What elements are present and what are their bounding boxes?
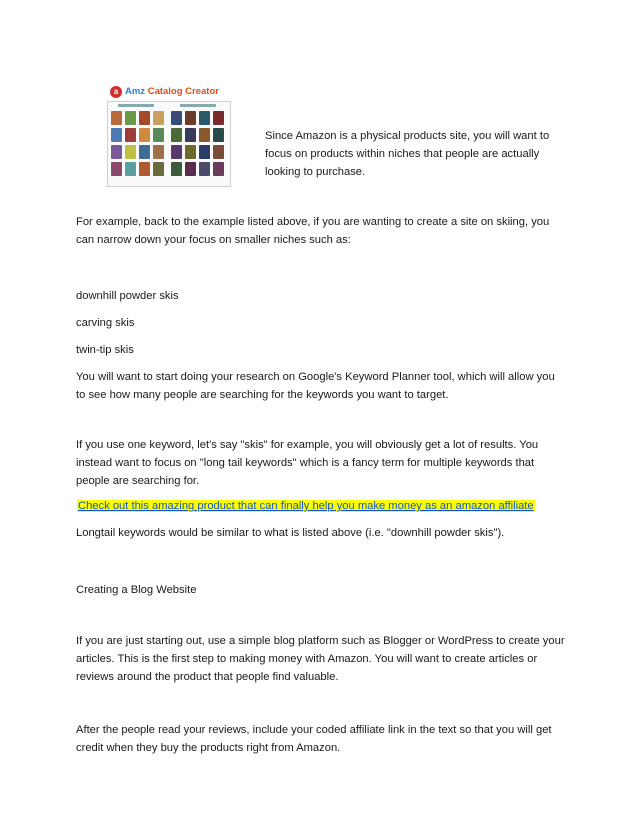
product-thumbnail xyxy=(185,162,196,176)
niche-item: carving skis xyxy=(76,317,135,329)
promo-header xyxy=(110,86,230,100)
product-thumbnail xyxy=(185,145,196,159)
product-thumbnail xyxy=(213,145,224,159)
keyword-planner-paragraph: You will want to start doing your research on Google's Keyword Planner tool, which will allow you to see how many people are searching for the keywords you want to target. xyxy=(76,371,555,401)
product-thumbnail xyxy=(111,128,122,142)
product-thumbnail xyxy=(125,111,136,125)
product-thumbnail xyxy=(199,145,210,159)
promo-screenshot xyxy=(107,101,231,187)
one-keyword-paragraph: If you use one keyword, let's say "skis" for example, you will obviously get a lot of results. You instead want to focus on "long tail keywords" which is a fancy term for multiple keywords that people are searching for. xyxy=(76,439,539,487)
product-thumbnail xyxy=(171,111,182,125)
product-thumbnail xyxy=(139,111,150,125)
promo-title xyxy=(125,86,219,98)
product-thumbnail xyxy=(213,111,224,125)
product-thumbnail xyxy=(171,162,182,176)
intro-paragraph: Since Amazon is a physical products site, you will want to focus on products within niches that people are actually looking to purchase. xyxy=(265,130,550,178)
longtail-paragraph: Longtail keywords would be similar to what is listed above (i.e. "downhill powder skis"). xyxy=(76,527,505,539)
product-grid-left xyxy=(111,111,164,176)
product-thumbnail xyxy=(125,162,136,176)
niche-item: downhill powder skis xyxy=(76,290,179,302)
product-thumbnail xyxy=(199,162,210,176)
product-thumbnail xyxy=(125,145,136,159)
affiliate-link-line xyxy=(77,497,577,515)
product-thumbnail xyxy=(153,145,164,159)
product-thumbnail xyxy=(153,128,164,142)
section-heading-blog: Creating a Blog Website xyxy=(76,584,197,596)
product-thumbnail xyxy=(199,111,210,125)
product-thumbnail xyxy=(111,111,122,125)
promo-shot-bar-left xyxy=(118,104,154,107)
product-thumbnail xyxy=(125,128,136,142)
product-thumbnail xyxy=(153,111,164,125)
product-thumbnail xyxy=(139,162,150,176)
amz-logo-icon: a xyxy=(110,86,122,98)
promo-title-rest: Catalog Creator xyxy=(145,86,219,97)
product-thumbnail xyxy=(185,128,196,142)
promo-title-amz: Amz xyxy=(125,86,146,97)
product-thumbnail xyxy=(213,162,224,176)
starting-out-paragraph: If you are just starting out, use a simple blog platform such as Blogger or WordPress to create your articles. This is the first step to making money with Amazon. You will want to create articles or reviews around the product that people find valuable. xyxy=(76,635,565,683)
product-thumbnail xyxy=(111,162,122,176)
affiliate-link[interactable]: Check out this amazing product that can finally help you make money as an amazon affiliate xyxy=(78,500,534,512)
product-thumbnail xyxy=(139,145,150,159)
niche-item: twin-tip skis xyxy=(76,344,134,356)
example-paragraph: For example, back to the example listed above, if you are wanting to create a site on skiing, you can narrow down your focus on smaller niches such as: xyxy=(76,216,550,246)
promo-shot-bar-right xyxy=(180,104,216,107)
product-thumbnail xyxy=(213,128,224,142)
product-thumbnail xyxy=(139,128,150,142)
after-reviews-paragraph: After the people read your reviews, include your coded affiliate link in the text so that you will get credit when they buy the products right from Amazon. xyxy=(76,724,552,754)
product-thumbnail xyxy=(185,111,196,125)
amz-catalog-creator-image xyxy=(105,84,230,187)
product-thumbnail xyxy=(171,128,182,142)
product-thumbnail xyxy=(171,145,182,159)
product-thumbnail xyxy=(199,128,210,142)
product-grid-right xyxy=(171,111,224,176)
product-thumbnail xyxy=(153,162,164,176)
product-thumbnail xyxy=(111,145,122,159)
